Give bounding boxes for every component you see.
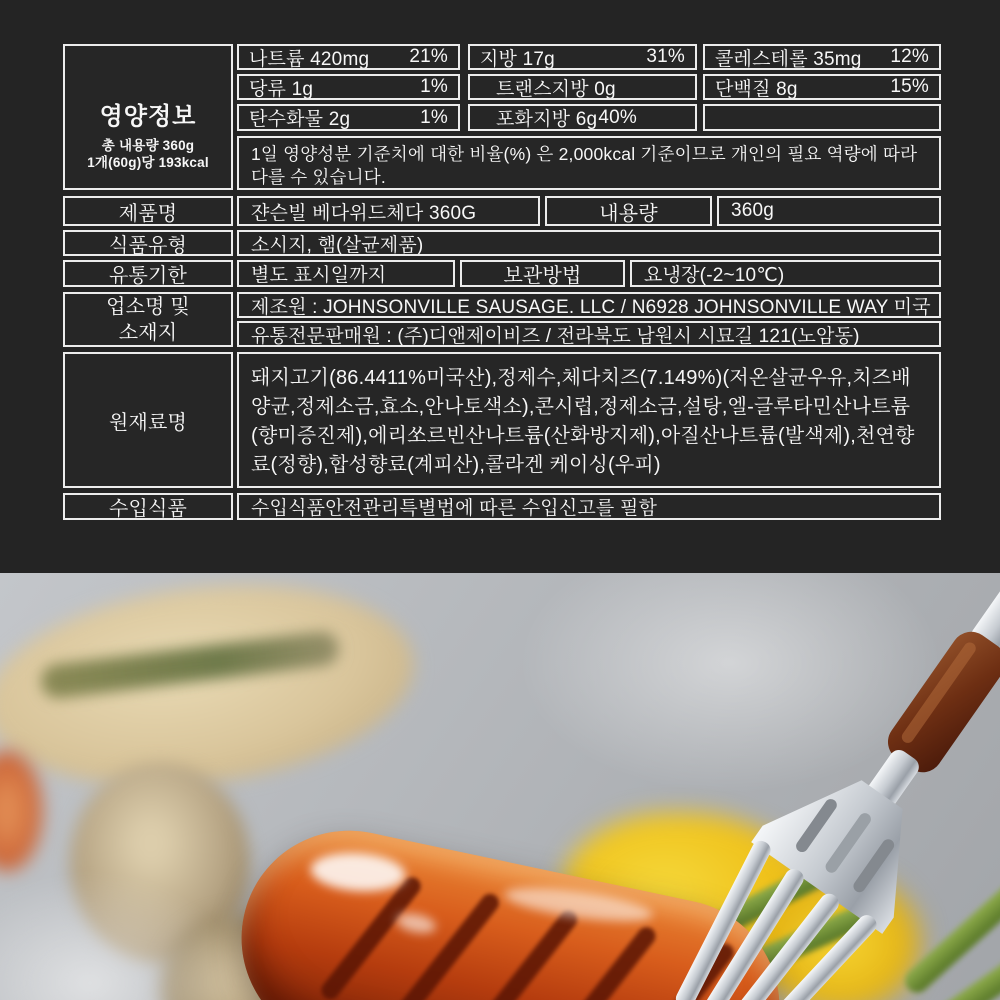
nutrition-header-cell bbox=[63, 44, 233, 190]
shelf-life-value: 별도 표시일까지 bbox=[237, 260, 455, 287]
nutrient-fat bbox=[468, 44, 697, 70]
manufacturer-value: 제조원 : JOHNSONVILLE SAUSAGE. LLC / N6928 JOHNSONVILLE WAY 미국 bbox=[237, 292, 941, 318]
nutrient-protein bbox=[703, 74, 941, 100]
product-name-value: 쟌슨빌 베다위드체다 360G bbox=[237, 196, 540, 226]
nutrient-saturated-fat bbox=[468, 104, 697, 131]
nutrient-percent: 40% bbox=[598, 106, 637, 128]
imported-food-value: 수입식품안전관리특별법에 따른 수입신고를 필함 bbox=[237, 493, 941, 520]
sausage-highlight bbox=[395, 910, 438, 936]
nutrition-info-table bbox=[63, 0, 941, 573]
nutrient-percent: 15% bbox=[890, 76, 929, 97]
nutrient-percent: 1% bbox=[420, 76, 448, 97]
sausage-score-mark bbox=[474, 907, 581, 1000]
company-label-line1: 업소명 및 bbox=[106, 295, 190, 318]
photo-tomato bbox=[0, 751, 42, 871]
net-content-label: 내용량 bbox=[545, 196, 712, 226]
nutrient-carbohydrate bbox=[237, 104, 460, 131]
ingredients-label: 원재료명 bbox=[63, 352, 233, 488]
nutrient-percent: 31% bbox=[646, 46, 685, 67]
food-type-value: 소시지, 햄(살균제품) bbox=[237, 230, 941, 256]
nutrient-label: 트랜스지방 0g bbox=[496, 78, 616, 100]
product-name-label: 제품명 bbox=[63, 196, 233, 226]
nutrition-title: 영양정보 bbox=[99, 102, 197, 130]
food-type-label: 식품유형 bbox=[63, 230, 233, 256]
distributor-value: 유통전문판매원 : (주)디앤제이비즈 / 전라북도 남원시 시묘길 121(노암동) bbox=[237, 321, 941, 347]
sausage-highlight bbox=[309, 850, 406, 895]
nutrient-sodium bbox=[237, 44, 460, 70]
nutrient-label: 나트륨 420mg bbox=[249, 48, 370, 70]
product-photo bbox=[0, 573, 1000, 1000]
ingredients-value: 돼지고기(86.4411%미국산),정제수,체다치즈(7.149%)(저온살균우유,치즈배양균,정제소금,효소,안나토색소),콘시럽,정제소금,설탕,엘-글루타민산나트륨(향미증진제),에리쏘르빈산나트륨(산화방지제),아질산나트륨(발색제),천연향료(정향),합성향료(계피산),콜라겐 케이싱(우피) bbox=[237, 352, 941, 488]
nutrient-label: 당류 1g bbox=[249, 78, 314, 100]
shelf-life-label: 유통기한 bbox=[63, 260, 233, 287]
nutrient-label: 포화지방 6g bbox=[496, 109, 598, 130]
nutrient-trans-fat bbox=[468, 74, 697, 100]
nutrient-label: 콜레스테롤 35mg bbox=[715, 48, 862, 70]
company-label-line2: 소재지 bbox=[118, 321, 178, 344]
nutrient-percent: 21% bbox=[409, 46, 448, 67]
storage-method-value: 요냉장(-2~10℃) bbox=[630, 260, 941, 287]
daily-value-footnote: 1일 영양성분 기준치에 대한 비율(%) 은 2,000kcal 기준이므로 개인의 필요 역량에 따라 다를 수 있습니다. bbox=[237, 136, 941, 190]
nutrient-cholesterol bbox=[703, 44, 941, 70]
nutrient-empty-cell bbox=[703, 104, 941, 131]
nutrient-sugars bbox=[237, 74, 460, 100]
net-content-value: 360g bbox=[717, 196, 941, 226]
sausage-score-mark bbox=[318, 874, 425, 1000]
nutrient-label: 탄수화물 2g bbox=[249, 109, 351, 130]
nutrient-label: 지방 17g bbox=[480, 48, 555, 70]
sausage-score-mark bbox=[396, 890, 503, 1000]
nutrient-label: 단백질 8g bbox=[715, 78, 798, 100]
imported-food-label: 수입식품 bbox=[63, 493, 233, 520]
nutrient-percent: 1% bbox=[420, 106, 448, 128]
nutrition-total-amount: 총 내용량 360g bbox=[101, 137, 195, 153]
nutrient-percent: 12% bbox=[890, 46, 929, 67]
photo-fork bbox=[628, 669, 1000, 1000]
storage-method-label: 보관방법 bbox=[460, 260, 625, 287]
nutrition-per-serving: 1개(60g)당 193kcal bbox=[87, 154, 209, 170]
company-address-label bbox=[63, 292, 233, 347]
